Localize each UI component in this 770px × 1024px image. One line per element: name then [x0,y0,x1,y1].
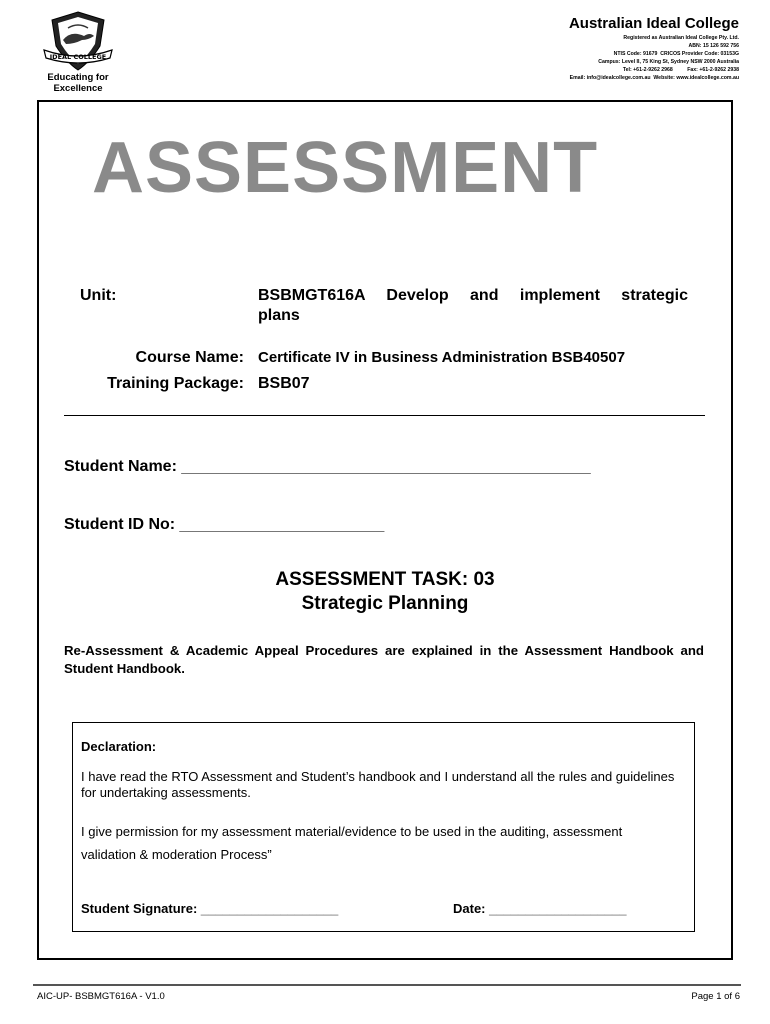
college-logo [38,10,118,74]
student-name-field[interactable] [64,457,591,477]
page-number: Page 1 of 6 [691,991,740,1002]
training-package-value: BSB07 [258,375,310,392]
student-signature-blank[interactable]: ___________________ [200,901,339,916]
unit-value-line2: plans [258,307,300,324]
student-signature-field[interactable] [81,901,338,916]
college-phone-fax: Tel: +61-2-9262 2968 Fax: +61-2-9262 2938 [622,67,739,73]
assessment-task-name: Strategic Planning [301,593,469,614]
course-name-value: Certificate IV in Business Administration BSB40507 [258,349,626,366]
college-name: Australian Ideal College [568,15,739,32]
student-name-label: Student Name: [64,458,177,475]
date-label: Date: [453,901,486,916]
declaration-paragraph-1: I have read the RTO Assessment and Student’s handbook and I understand all the rules and guidelines for undertaking assessments. [81,769,675,800]
date-blank[interactable]: ___________________ [489,901,627,916]
student-id-blank[interactable]: _______________________ [179,516,385,533]
student-id-field[interactable] [64,515,384,535]
date-field[interactable] [453,901,627,916]
student-id-label: Student ID No: [64,516,176,533]
student-name-blank[interactable]: ______________________________________________ [181,458,591,475]
college-codes: NTIS Code: 91679 CRICOS Provider Code: 03153G [613,51,739,57]
college-header [409,14,739,82]
college-email-website: Email: info@idealcollege.com.au Website: www.idealcollege.com.au [569,75,739,81]
course-name-label: Course Name: [135,349,244,366]
college-registration: Registered as Australian Ideal College Pty. Ltd. [623,35,739,41]
footer-divider [33,984,741,986]
declaration-paragraph-2-line1: I give permission for my assessment material/evidence to be used in the auditing, assessment [81,824,623,839]
logo-text: IDEAL COLLEGE [49,53,107,61]
college-tagline: Educating for Excellence [47,72,109,94]
training-package-label: Training Package: [107,375,244,392]
unit-value-line1: BSBMGT616A Develop and implement strategic [258,287,688,304]
unit-label: Unit: [80,287,117,304]
assessment-task-number: ASSESSMENT TASK: 03 [275,569,495,590]
appeal-procedures-note: Re-Assessment & Academic Appeal Procedures are explained in the Assessment Handbook and Student Handbook. [64,643,704,676]
document-version: AIC-UP- BSBMGT616A - V1.0 [37,991,165,1002]
document-title: ASSESSMENT [92,128,599,208]
declaration-paragraph-2-line2: validation & moderation Process” [81,847,272,862]
college-campus: Campus: Level II, 75 King St, Sydney NSW 2000 Australia [598,59,739,65]
declaration-heading: Declaration: [81,739,157,754]
section-divider [64,415,705,416]
assessment-task-heading [60,568,710,616]
college-abn: ABN: 15 126 592 756 [688,43,739,49]
student-signature-label: Student Signature: [81,901,198,916]
